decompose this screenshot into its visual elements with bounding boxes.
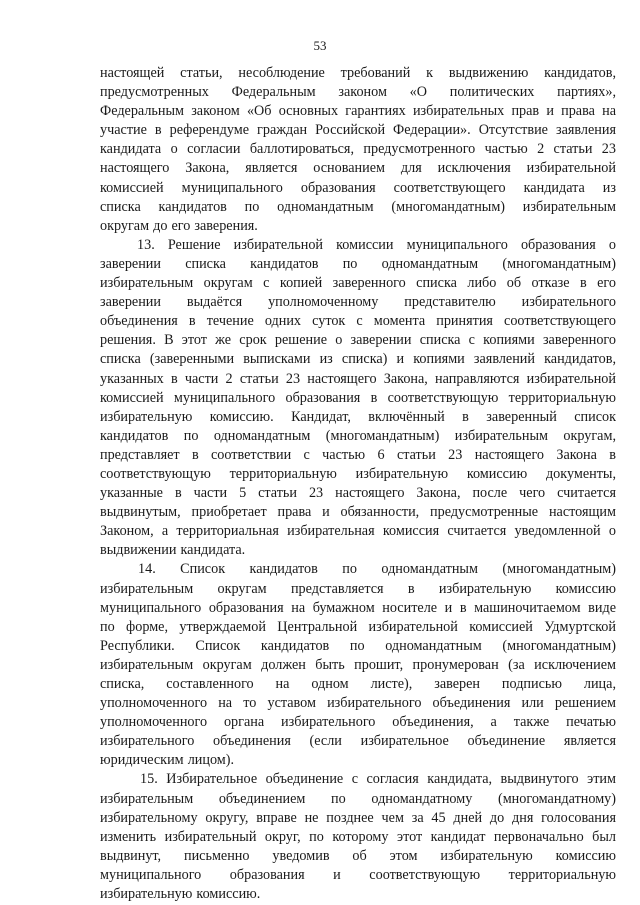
text-line: избирательным округам представляется в избирательную комиссию	[100, 580, 616, 597]
text-line: кандидатов по одномандатным (многомандатным) избирательным округам,	[100, 427, 616, 444]
paragraph-15	[100, 770, 616, 904]
text-line: представляет в соответствии с частью 6 статьи 23 настоящего Закона в	[100, 446, 616, 463]
text-line: избирательному округу, вправе не позднее чем за 45 дней до дня голосования	[100, 809, 616, 826]
text-line: указанных в части 2 статьи 23 настоящего Закона, направляются избирательной	[100, 370, 616, 387]
text-line: избирательную комиссию.	[100, 886, 261, 903]
text-line: соответствующую территориальную избирательную комиссию документы,	[100, 465, 616, 482]
text-line: избирательным объединением по одномандатному (многомандатному)	[100, 790, 616, 807]
text-line: муниципального образования и соответствующую территориальную	[100, 866, 616, 883]
text-line: выдвинутым, приобретает права и обязанности, предусмотренные настоящим	[100, 504, 616, 521]
paragraph-14	[100, 560, 616, 770]
text-line: изменить избирательный округ, по которому этот кандидат первоначально был	[100, 828, 616, 845]
text-line: объединения в течение одних суток с момента принятия соответствующего	[100, 313, 616, 330]
text-line: выдвинут, письменно уведомив об этом избирательную комиссию	[100, 847, 616, 864]
text-line: участие в референдуме граждан Российской Федерации». Отсутствие заявления	[100, 122, 616, 139]
text-line: предусмотренных Федеральным законом «О политических партиях»,	[100, 84, 616, 101]
text-line: комиссией муниципального образования в соответствующую территориальную	[100, 389, 616, 406]
text-line: заверении списка кандидатов по одномандатным (многомандатным)	[100, 255, 616, 272]
text-line: уполномоченного на то уставом избирательного объединения или решением	[100, 695, 616, 712]
text-line: юридическим лицом).	[100, 752, 235, 769]
paragraph-13	[100, 236, 616, 561]
text-line: 14. Список кандидатов по одномандатным (многомандатным)	[138, 561, 616, 578]
text-line: избирательным округам с копией заверенного списка либо об отказе в его	[100, 275, 616, 292]
page-number: 53	[313, 38, 327, 53]
text-line: избирательную комиссию. Кандидат, включённый в заверенный список	[100, 408, 616, 425]
text-line: Законом, а территориальная избирательная комиссия считается уведомленной о	[100, 523, 616, 540]
text-line: выдвижении кандидата.	[100, 542, 246, 559]
text-line: 13. Решение избирательной комиссии муниципального образования о	[137, 236, 616, 253]
text-line: по форме, утверждаемой Центральной избирательной комиссией Удмуртской	[100, 618, 616, 635]
text-line: списка (заверенными выписками из списка) и копиями заявлений кандидатов,	[100, 351, 616, 368]
text-line: Республики. Список кандидатов по одномандатным (многомандатным)	[100, 637, 616, 654]
text-line: списка кандидатов по одномандатным (многомандатным) избирательным	[100, 198, 616, 215]
text-line: 15. Избирательное объединение с согласия кандидата, выдвинутого этим	[140, 771, 616, 788]
text-line: комиссией муниципального образования соответствующего кандидата из	[100, 179, 616, 196]
text-line: настоящего Закона, является основанием для исключения избирательной	[100, 160, 616, 177]
text-line: решения. В этот же срок решение о заверении списка с копиями заверенного	[100, 332, 616, 349]
text-line: уполномоченного органа избирательного объединения, а также печатью	[100, 714, 616, 731]
text-line: настоящей статьи, несоблюдение требований к выдвижению кандидатов,	[100, 65, 616, 81]
text-line: Федеральным законом «Об основных гарантиях избирательных прав и права на	[100, 103, 616, 120]
text-line: кандидата о согласии баллотироваться, предусмотренного частью 2 статьи 23	[100, 141, 616, 158]
text-line: муниципального образования на бумажном носителе и в машиночитаемом виде	[100, 599, 616, 616]
text-line: списка, составленного на одном листе), заверен подписью лица,	[100, 676, 616, 692]
text-line: избирательным округам должен быть прошит, пронумерован (за исключением	[100, 656, 616, 673]
paragraph-continuation	[100, 64, 616, 236]
text-line: указанные в части 5 статьи 23 настоящего Закона, после чего считается	[100, 485, 616, 502]
text-line: округам до его заверения.	[100, 217, 258, 234]
document-text-body	[100, 64, 616, 904]
text-line: избирательного объединения (если избирательное объединение является	[100, 733, 616, 750]
text-line: заверении выдаётся уполномоченному представителю избирательного	[100, 294, 616, 311]
